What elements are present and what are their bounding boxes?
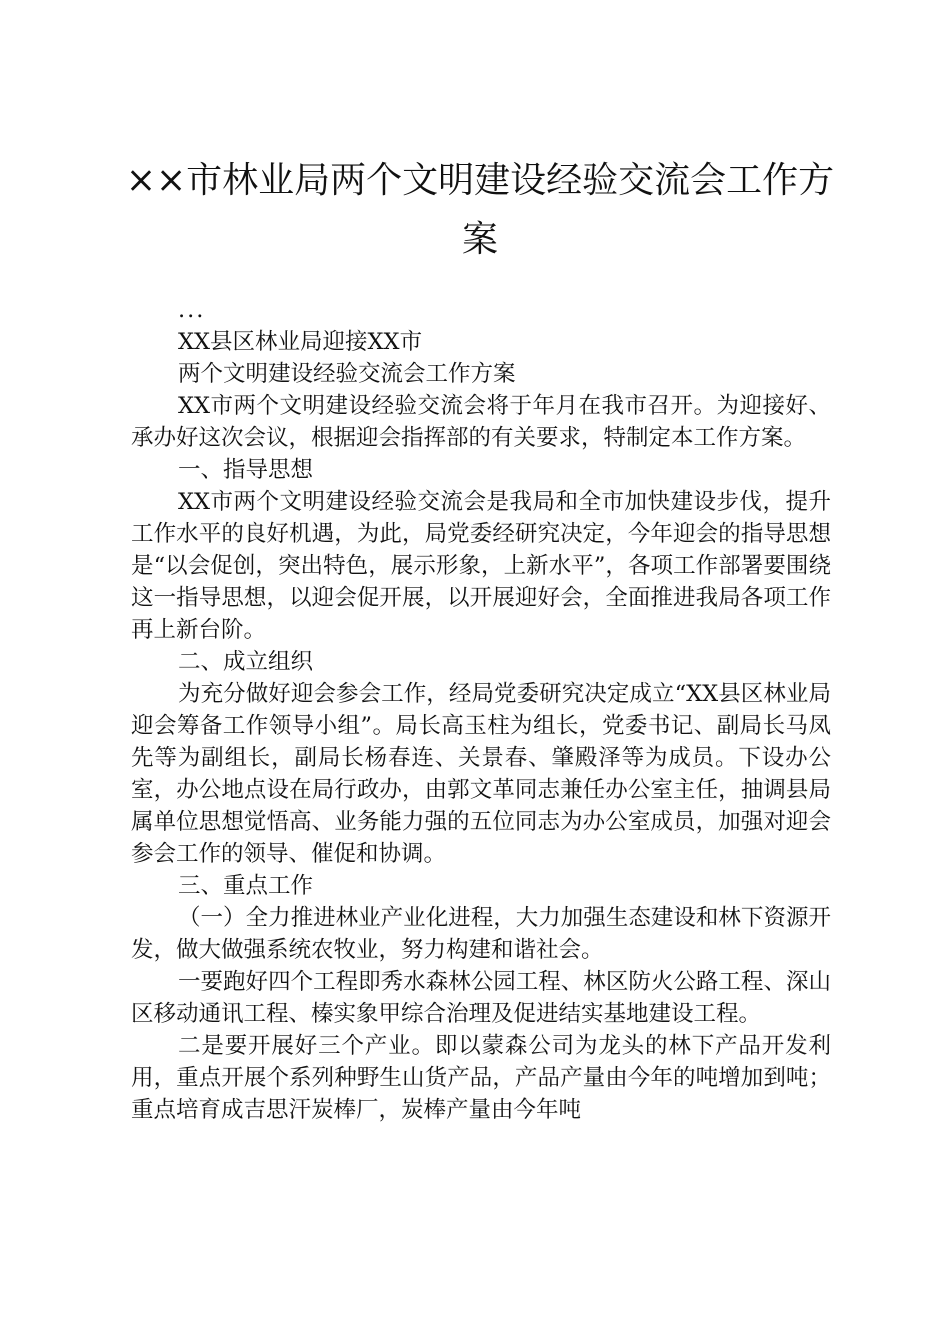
subtitle-line-1: XX县区林业局迎接XX市 [178, 329, 423, 355]
document-title-line-1: ××市林业局两个文明建设经验交流会工作方 [125, 160, 835, 201]
ellipsis-line: ... [178, 297, 206, 323]
paragraph-key-work-2: 一要跑好四个工程即秀水森林公园工程、林区防火公路工程、深山区移动通讯工程、榛实象甲综合治理及促进结实基地建设工程。 [131, 969, 831, 1027]
paragraph-key-work-1: （一）全力推进林业产业化进程，大力加强生态建设和林下资源开发，做大做强系统农牧业，努力构建和谐社会。 [131, 905, 831, 963]
paragraph-guiding-ideology: XX市两个文明建设经验交流会是我局和全市加快建设步伐，提升工作水平的良好机遇，为此，局党委经研究决定，今年迎会的指导思想是“以会促创，突出特色，展示形象，上新水平”，各项工作部署要围绕这一指导思想，以迎会促开展，以开展迎好会，全面推进我局各项工作再上新台阶。 [131, 489, 831, 643]
document-title-line-2: 案 [461, 219, 498, 260]
section-heading-organization: 二、成立组织 [178, 649, 314, 675]
section-heading-key-work: 三、重点工作 [178, 873, 314, 899]
subtitle-line-2: 两个文明建设经验交流会工作方案 [178, 361, 516, 387]
document-body [131, 294, 831, 1126]
section-heading-guiding-ideology: 一、指导思想 [178, 457, 314, 483]
paragraph-organization: 为充分做好迎会参会工作，经局党委研究决定成立“XX县区林业局迎会筹备工作领导小组”。局长高玉柱为组长，党委书记、副局长马凤先等为副组长，副局长杨春连、关景春、肇殿泽等为成员。下设办公室，办公地点设在局行政办，由郭文革同志兼任办公室主任，抽调县局属单位思想觉悟高、业务能力强的五位同志为办公室成员，加强对迎会参会工作的领导、催促和协调。 [131, 681, 831, 867]
paragraph-key-work-3: 二是要开展好三个产业。即以蒙森公司为龙头的林下产品开发利用，重点开展个系列种野生山货产品，产品产量由今年的吨增加到吨；重点培育成吉思汗炭棒厂，炭棒产量由今年吨 [131, 1033, 831, 1123]
intro-paragraph: XX市两个文明建设经验交流会将于年月在我市召开。为迎接好、承办好这次会议，根据迎会指挥部的有关要求，特制定本工作方案。 [131, 393, 831, 451]
